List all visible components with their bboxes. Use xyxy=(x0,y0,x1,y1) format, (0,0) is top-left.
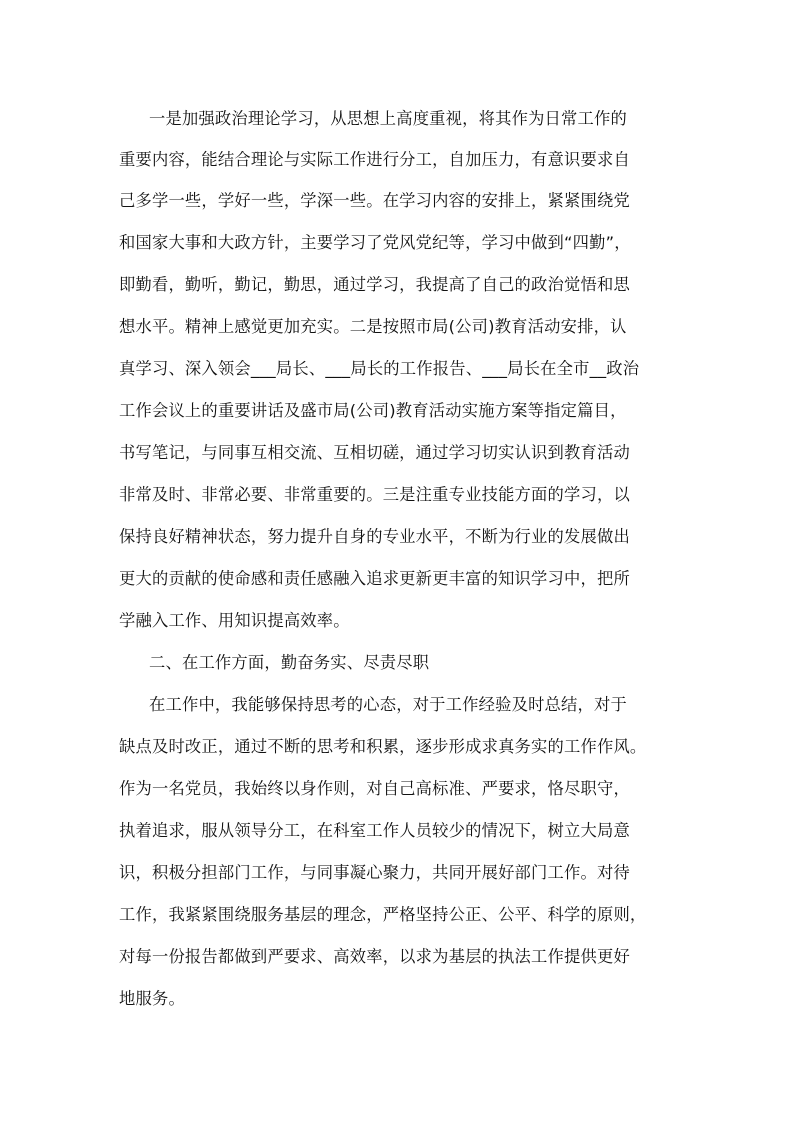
paragraph-line: 重要内容，能结合理论与实际工作进行分工，自加压力，有意识要求自 xyxy=(119,150,630,169)
paragraph-line: 对每一份报告都做到严要求、高效率，以求为基层的执法工作提供更好 xyxy=(119,947,630,966)
paragraph-line: 想水平。精神上感觉更加充实。二是按照市局(公司)教育活动安排，认 xyxy=(119,317,627,336)
paragraph-line: 真学习、深入领会___局长、___局长的工作报告、___局长在全市__政治 xyxy=(119,359,640,378)
paragraph-line: 和国家大事和大政方针，主要学习了党风党纪等，学习中做到“四勤”， xyxy=(119,233,631,252)
paragraph-line: 在工作中，我能够保持思考的心态，对于工作经验及时总结，对于 xyxy=(149,695,627,714)
paragraph-line: 执着追求，服从领导分工，在科室工作人员较少的情况下，树立大局意 xyxy=(119,821,630,840)
paragraph-line: 一是加强政治理论学习，从思想上高度重视，将其作为日常工作的 xyxy=(149,109,627,128)
paragraph-line: 缺点及时改正，通过不断的思考和积累，逐步形成求真务实的工作作风。 xyxy=(119,737,647,756)
paragraph-line: 保持良好精神状态，努力提升自身的专业水平，不断为行业的发展做出 xyxy=(119,527,630,546)
paragraph-line: 工作，我紧紧围绕服务基层的理念，严格坚持公正、公平、科学的原则， xyxy=(119,905,647,924)
paragraph-line: 识，积极分担部门工作，与同事凝心聚力，共同开展好部门工作。对待 xyxy=(119,863,630,882)
paragraph-line: 地服务。 xyxy=(119,989,185,1008)
paragraph-line: 学融入工作、用知识提高效率。 xyxy=(119,611,350,630)
paragraph-line: 书写笔记，与同事互相交流、互相切磋，通过学习切实认识到教育活动 xyxy=(119,443,630,462)
paragraph-line: 更大的贡献的使命感和责任感融入追求更新更丰富的知识学习中，把所 xyxy=(119,569,630,588)
paragraph-line: 己多学一些，学好一些，学深一些。在学习内容的安排上，紧紧围绕党 xyxy=(119,191,630,210)
paragraph-line: 作为一名党员，我始终以身作则，对自己高标准、严要求，恪尽职守， xyxy=(119,779,630,798)
paragraph-line: 工作会议上的重要讲话及盛市局(公司)教育活动实施方案等指定篇目， xyxy=(119,401,627,420)
paragraph-line: 非常及时、非常必要、非常重要的。三是注重专业技能方面的学习，以 xyxy=(119,485,630,504)
paragraph-line: 即勤看，勤听，勤记，勤思，通过学习，我提高了自己的政治觉悟和思 xyxy=(119,275,630,294)
section-heading: 二、在工作方面，勤奋务实、尽责尽职 xyxy=(149,653,430,672)
